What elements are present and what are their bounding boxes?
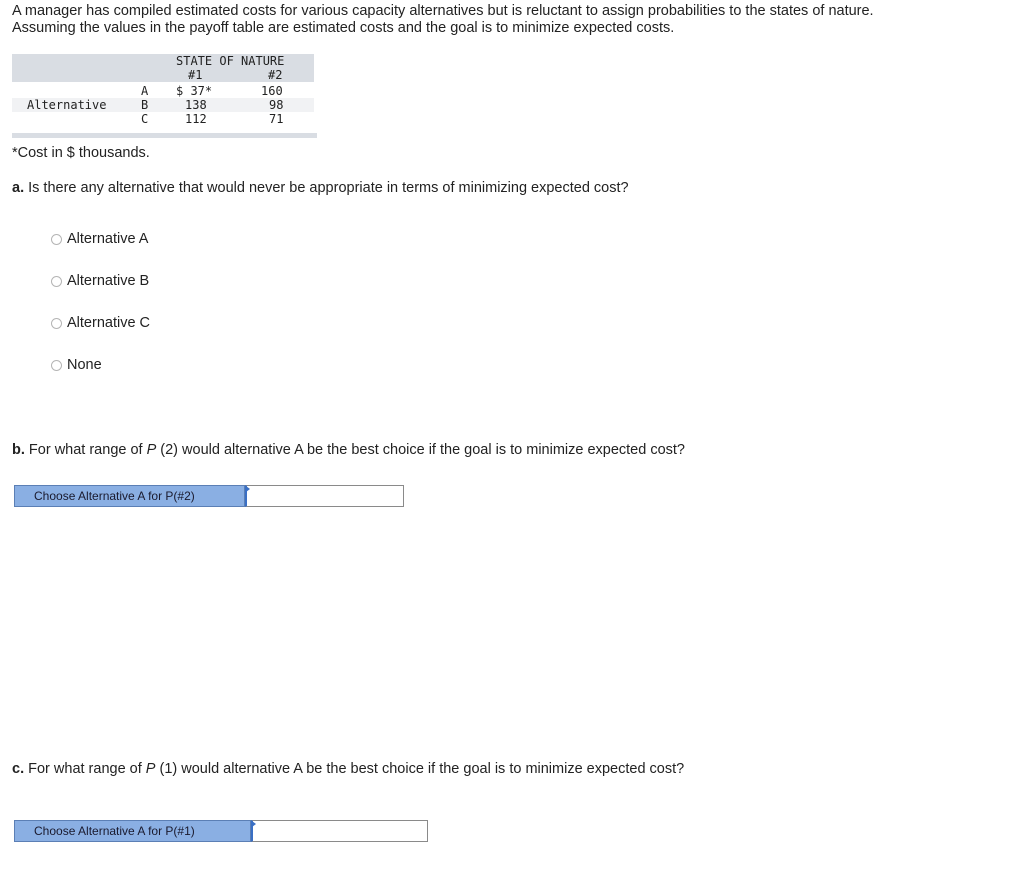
payoff-table [12, 54, 317, 138]
question-a-text: Is there any alternative that would never be appropriate in terms of minimizing expected cost? [28, 180, 629, 196]
question-c-arg: (1) [155, 761, 178, 777]
answer-label-c: Choose Alternative A for P(#1) [14, 820, 251, 842]
question-b [12, 442, 685, 458]
cost-footnote: *Cost in $ thousands. [12, 145, 150, 161]
question-b-p: P [146, 442, 157, 458]
answer-label-b: Choose Alternative A for P(#2) [14, 485, 245, 507]
option-alternative-a[interactable] [51, 231, 148, 247]
question-c-p: P [145, 761, 156, 777]
option-none[interactable] [51, 357, 102, 373]
alt-label-a: A [141, 84, 149, 98]
question-c [12, 761, 684, 777]
radio-button[interactable] [51, 276, 62, 287]
option-label: Alternative C [67, 315, 151, 331]
question-b-label: b. [12, 442, 25, 458]
question-b-arg: (2) [156, 442, 179, 458]
cell-c-1: 112 [185, 112, 207, 126]
answer-row-b [14, 485, 404, 507]
radio-button[interactable] [51, 318, 62, 329]
answer-input-b[interactable] [245, 485, 404, 507]
cell-b-1: 138 [185, 98, 207, 112]
state-of-nature-header: STATE OF NATURE [176, 54, 285, 68]
intro-line-2: Assuming the values in the payoff table are estimated costs and the goal is to minimize expected costs. [12, 20, 675, 36]
radio-button[interactable] [51, 360, 62, 371]
question-c-label: c. [12, 761, 25, 777]
intro-line-1: A manager has compiled estimated costs for various capacity alternatives but is reluctant to assign probabilities to the states of nature. [12, 3, 874, 19]
input-caret-icon [246, 486, 250, 492]
table-bottom-rule [12, 133, 317, 138]
option-alternative-b[interactable] [51, 273, 149, 289]
alt-label-c: C [141, 112, 149, 126]
cell-a-1: $ 37* [176, 84, 213, 98]
problem-intro [12, 3, 1012, 37]
answer-input-c[interactable] [251, 820, 428, 842]
option-alternative-c[interactable] [51, 315, 150, 331]
question-b-post: would alternative A be the best choice if the goal is to minimize expected cost? [178, 442, 685, 458]
answer-row-c [14, 820, 428, 842]
alternative-row-label: Alternative [27, 98, 107, 112]
input-caret-icon [252, 821, 256, 827]
option-label: Alternative B [67, 273, 150, 289]
column-header-1: #1 [188, 68, 203, 82]
cell-a-2: 160 [261, 84, 283, 98]
column-header-2: #2 [268, 68, 283, 82]
alt-label-b: B [141, 98, 149, 112]
cell-c-2: 71 [269, 112, 284, 126]
question-b-pre: For what range of [28, 442, 147, 458]
option-label: None [67, 357, 102, 373]
question-a [12, 180, 629, 196]
option-label: Alternative A [67, 231, 149, 247]
question-a-label: a. [12, 180, 25, 196]
cell-b-2: 98 [269, 98, 284, 112]
question-c-pre: For what range of [28, 761, 146, 777]
radio-button[interactable] [51, 234, 62, 245]
question-c-post: would alternative A be the best choice if the goal is to minimize expected cost? [177, 761, 685, 777]
